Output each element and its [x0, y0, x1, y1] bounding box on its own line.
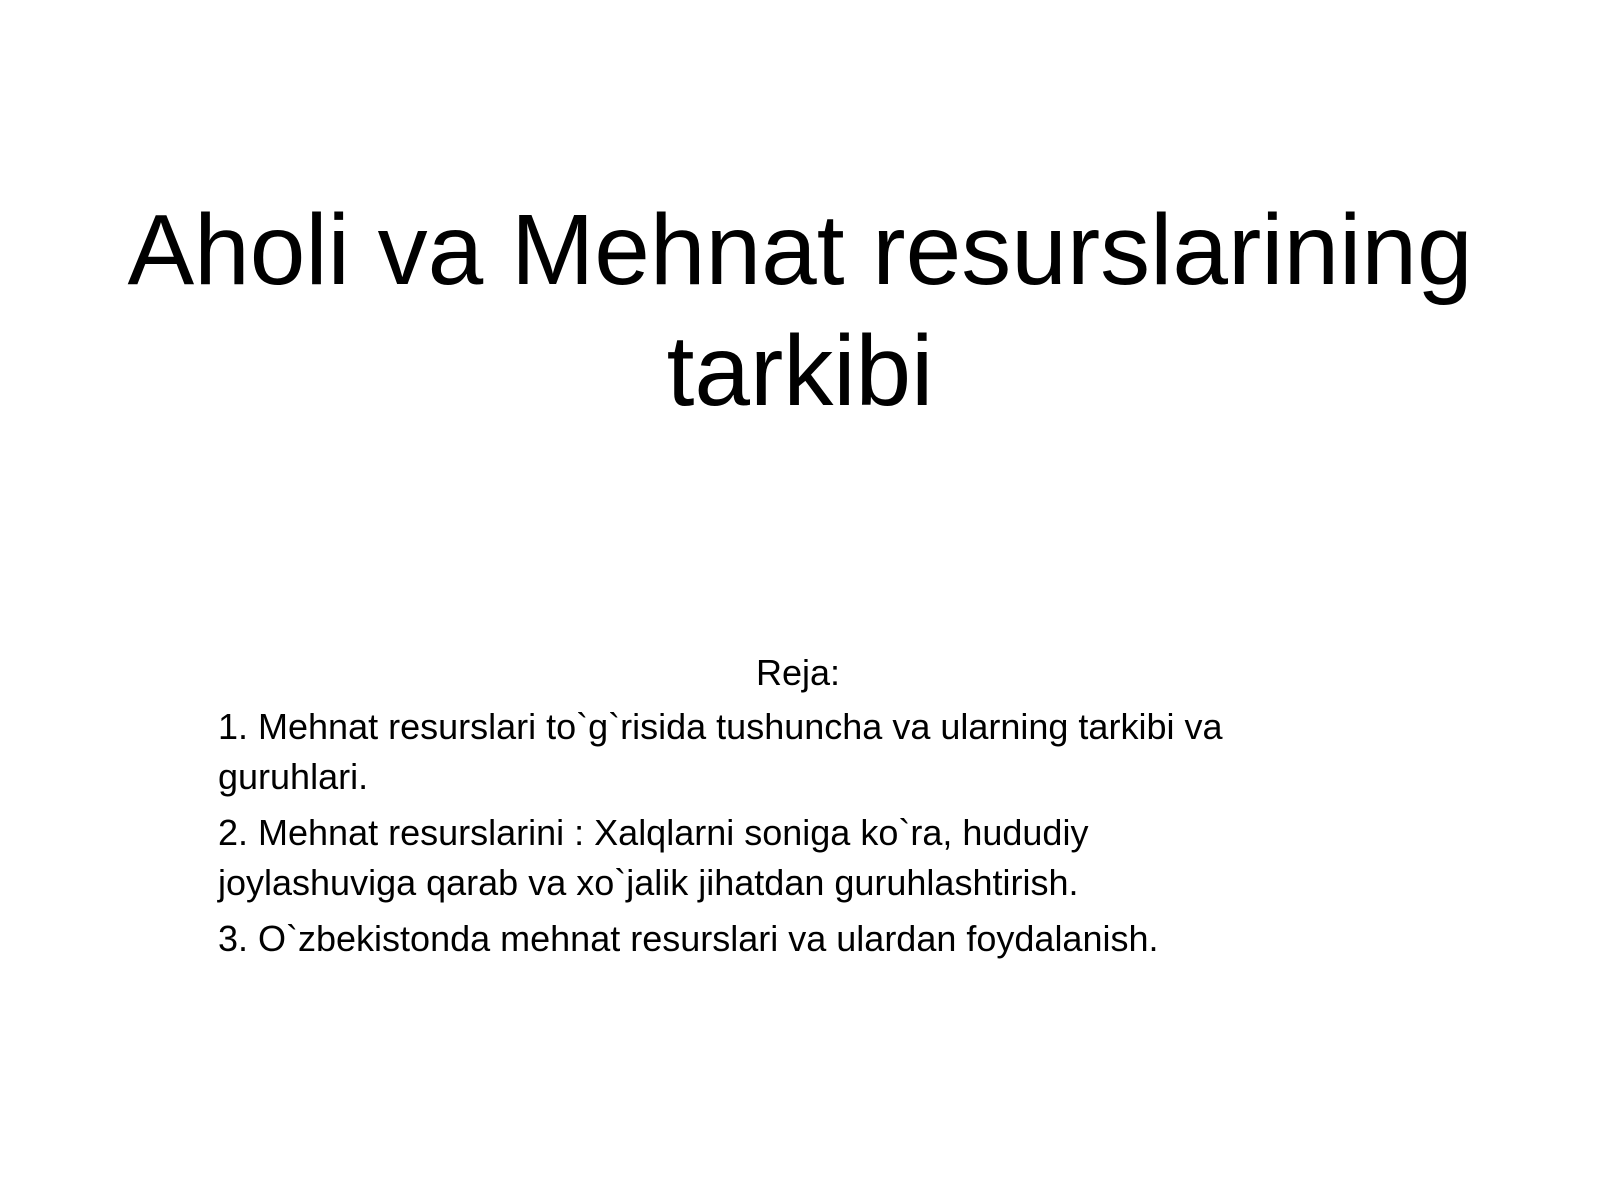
title-line-2: tarkibi — [666, 315, 934, 427]
title-line-1: Aholi va Mehnat resurslarining — [127, 194, 1473, 306]
plan-item-1 — [218, 702, 1378, 802]
plan-item-1-line-2: guruhlari. — [218, 756, 369, 797]
plan-item-2-line-2: joylashuviga qarab va xo`jalik jihatdan guruhlashtirish. — [218, 862, 1079, 903]
plan-item-1-line-1: 1. Mehnat resurslari to`g`risida tushuncha va ularning tarkibi va — [218, 706, 1223, 747]
plan-item-2 — [218, 808, 1378, 908]
slide-title — [80, 190, 1520, 432]
plan-section — [218, 648, 1378, 970]
plan-item-3 — [218, 914, 1378, 964]
plan-heading: Reja: — [755, 652, 841, 693]
plan-item-2-line-1: 2. Mehnat resurslarini : Xalqlarni soniga ko`ra, hududiy — [218, 812, 1089, 853]
plan-item-3-line-1: 3. O`zbekistonda mehnat resurslari va ulardan foydalanish. — [218, 918, 1159, 959]
